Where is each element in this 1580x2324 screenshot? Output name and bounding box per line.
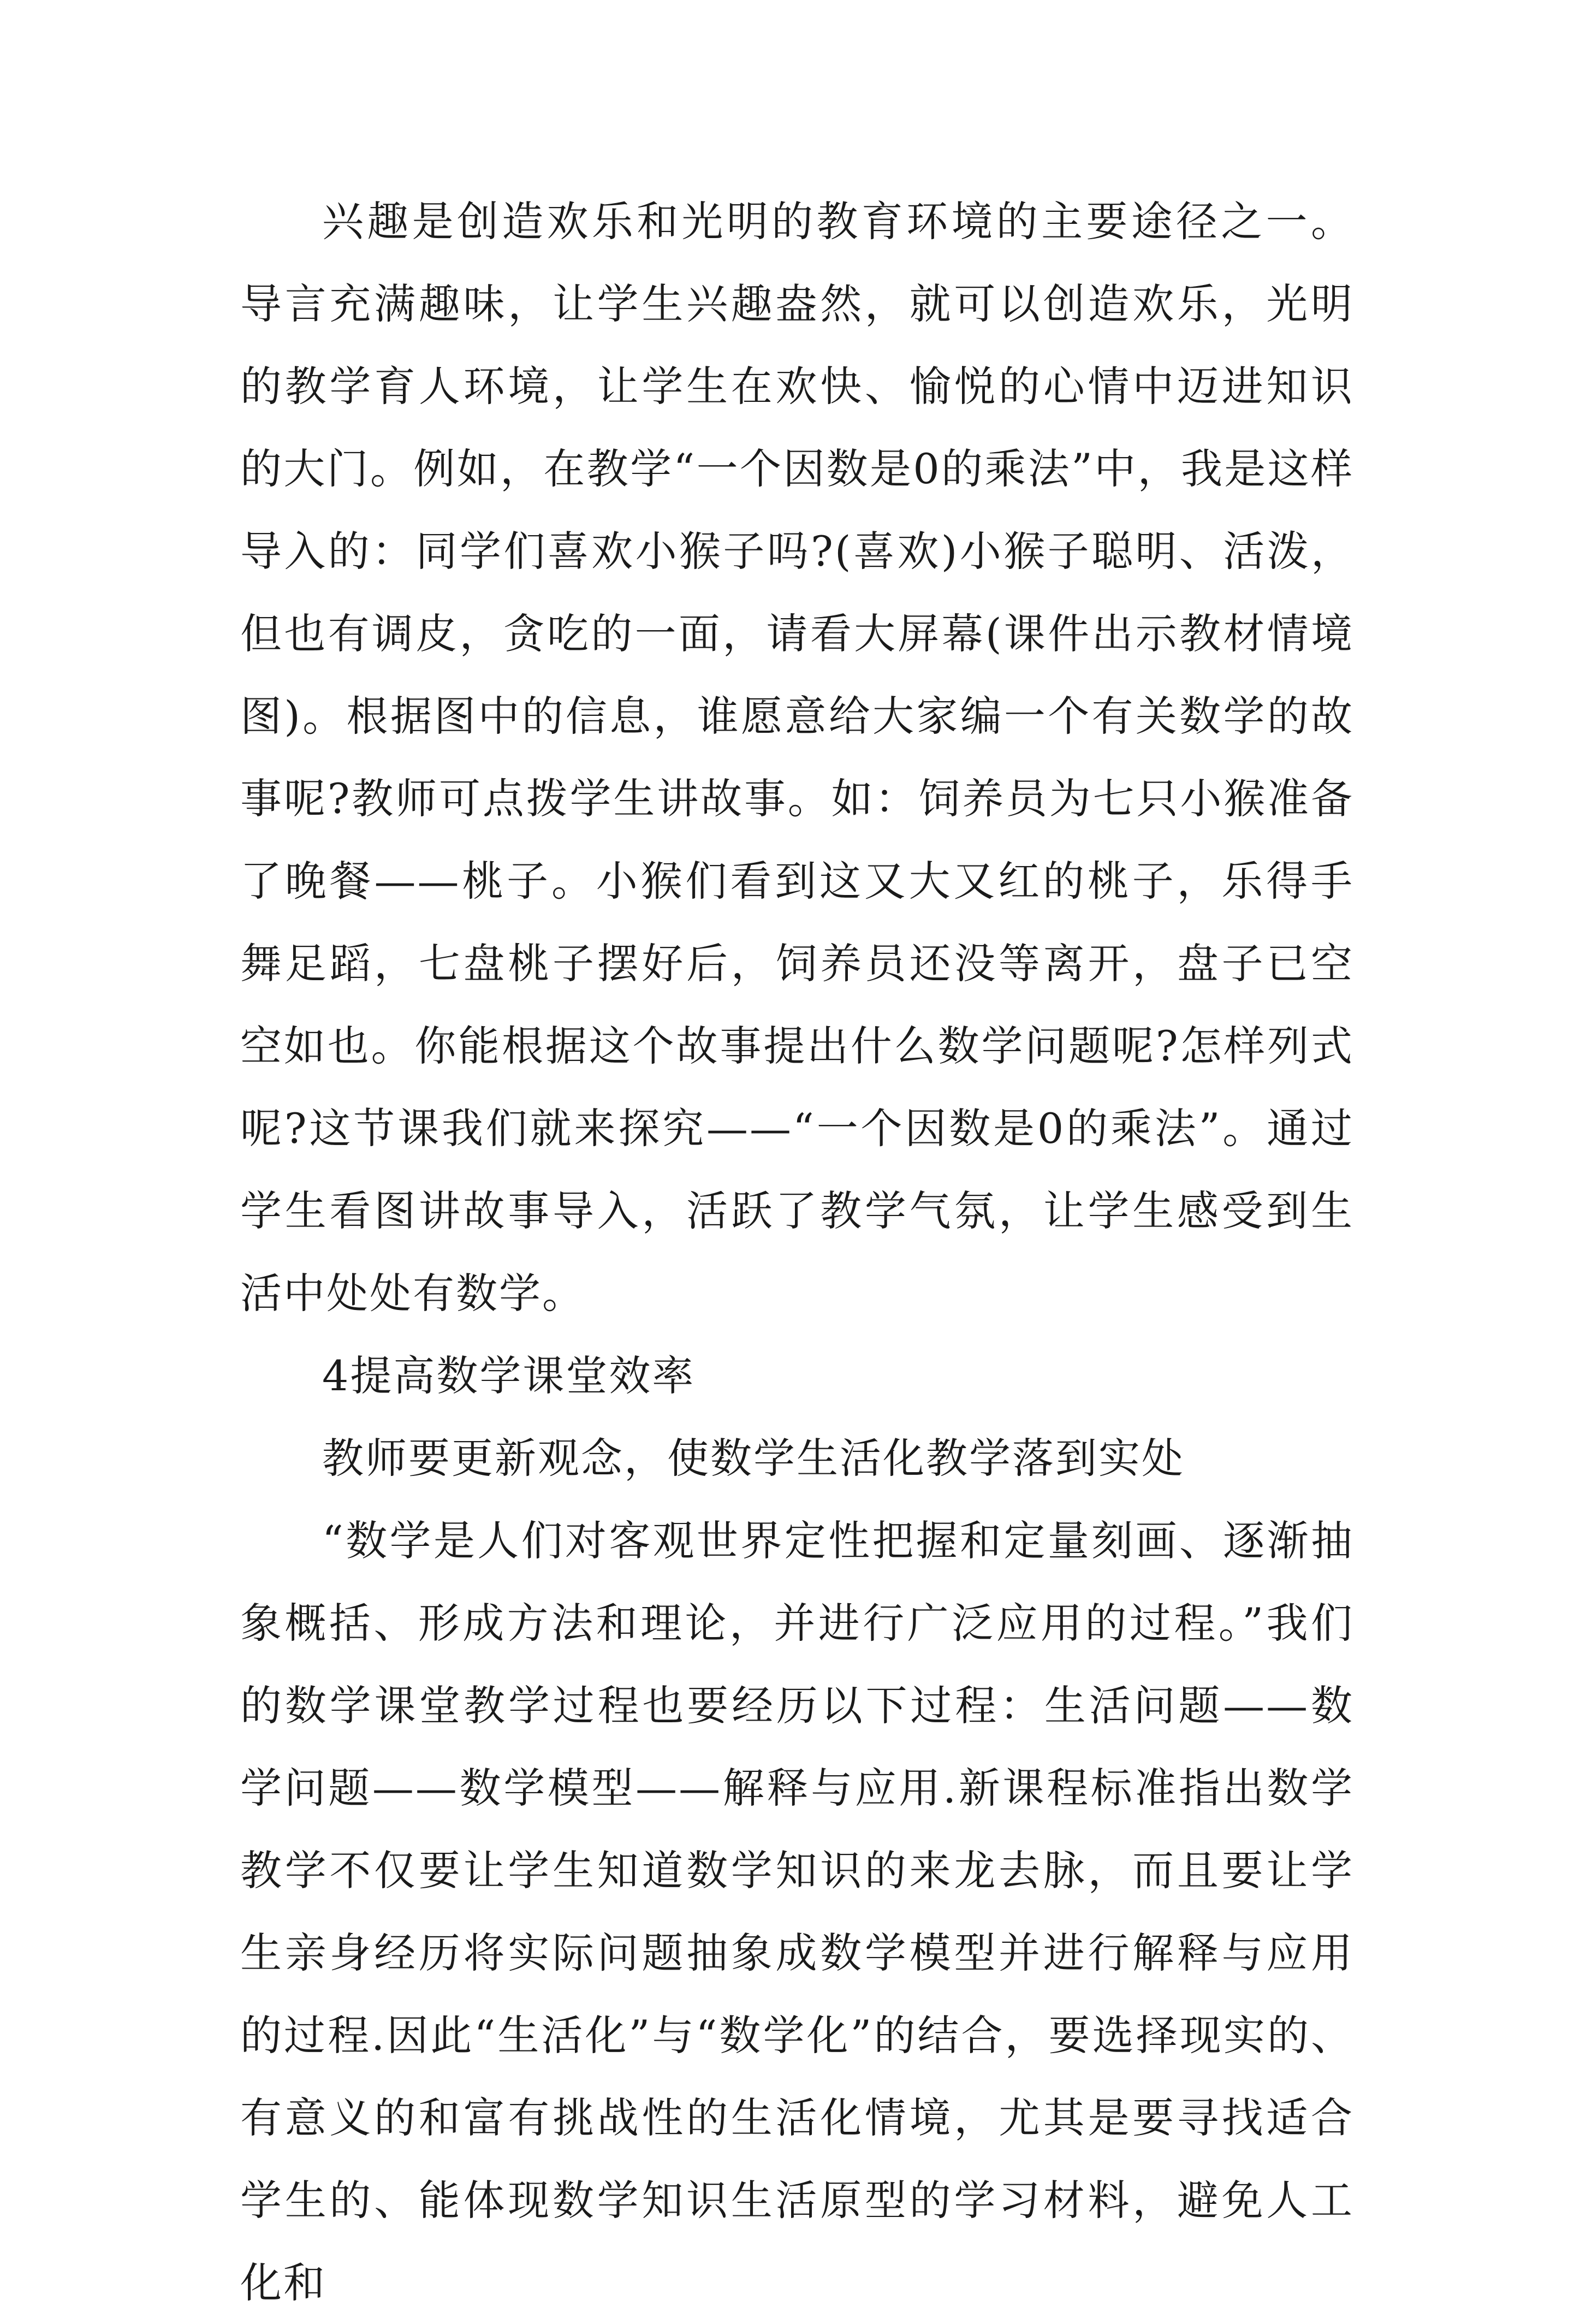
paragraph-math-definition: “数学是人们对客观世界定性把握和定量刻画、逐渐抽象概括、形成方法和理论，并进行广泛应用的过程。”我们的数学课堂教学过程也要经历以下过程：生活问题——数学问题——数学模型——解释与应用.新课程标准指出数学教学不仅要让学生知道数学知识的来龙去脉，而且要让学生亲身经历将实际问题抽象成数学模型并进行解释与应用的过程.因此“生活化”与“数学化”的结合，要选择现实的、有意义的和富有挑战性的生活化情境，尤其是要寻找适合学生的、能体现数学知识生活原型的学习材料，避免人工化和 [240, 1516, 1354, 2307]
subsection-heading: 教师要更新观念，使数学生活化教学落到实处 [322, 1434, 1185, 1483]
body-text [240, 180, 1354, 2324]
section-heading: 4提高数学课堂效率 [322, 1351, 696, 1400]
paragraph-interest-intro: 兴趣是创造欢乐和光明的教育环境的主要途径之一。导言充满趣味，让学生兴趣盎然，就可以创造欢乐，光明的教学育人环境，让学生在欢快、愉悦的心情中迈进知识的大门。例如，在教学“一个因数是0的乘法”中，我是这样导入的：同学们喜欢小猴子吗?(喜欢)小猴子聪明、活泼，但也有调皮，贪吃的一面，请看大屏幕(课件出示教材情境图)。根据图中的信息，谁愿意给大家编一个有关数学的故事呢?教师可点拨学生讲故事。如：饲养员为七只小猴准备了晚餐——桃子。小猴们看到这又大又红的桃子，乐得手舞足蹈，七盘桃子摆好后，饲养员还没等离开，盘子已空空如也。你能根据这个故事提出什么数学问题呢?怎样列式呢?这节课我们就来探究——“一个因数是0的乘法”。通过学生看图讲故事导入，活跃了教学气氛，让学生感受到生活中处处有数学。 [240, 197, 1354, 1318]
